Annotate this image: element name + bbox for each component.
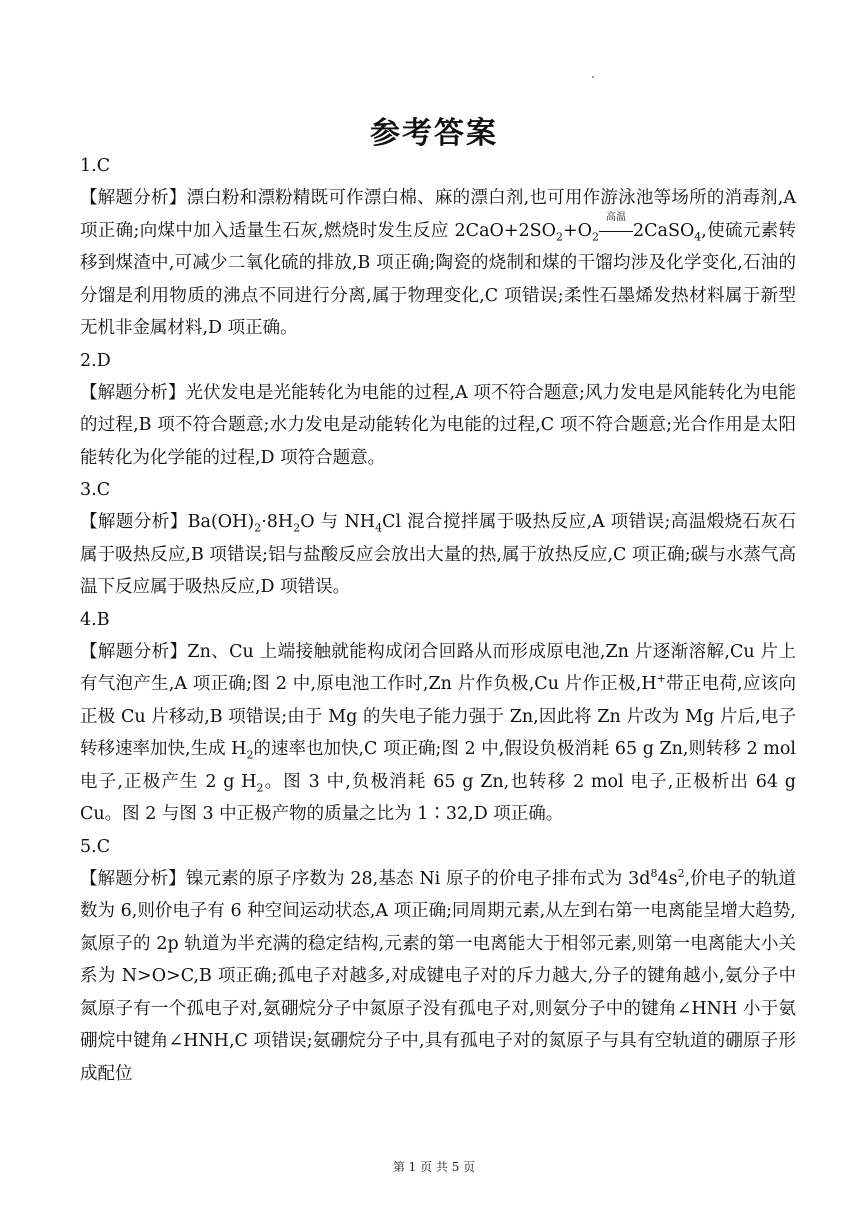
analysis-tag: 【解题分析】 — [80, 382, 186, 403]
answer-list — [80, 150, 796, 1090]
answer-explanation: 【解题分析】镍元素的原子序数为 28,基态 Ni 原子的价电子排布式为 $3d^84s^2$,价电子的轨道数为 6,则价电子有 6 种空间运动状态,A 项正确;同周期元素,从左到右第一电离能呈增大趋势,氮原子的 2p 轨道为半充满的稳定结构,元素的第一电离能大于相邻元素,则第一电离能大小关系为 N>O>C,B 项正确;孤电子对越多,对成键电子对的斥力越大,分子的键角越小,氨分子中氮原子有一个孤电子对,氨硼烷分子中氮原子没有孤电子对,则氨分子中的键角∠HNH 小于氨硼烷中键角∠HNH,C 项错误;氨硼烷分子中,具有孤电子对的氮原子与具有空轨道的硼原子形成配位 — [80, 866, 797, 1084]
answer-number: 5.C — [80, 836, 111, 857]
answer-explanation: 【解题分析】光伏发电是光能转化为电能的过程,A 项不符合题意;风力发电是风能转化为电能的过程,B 项不符合题意;水力发电是动能转化为电能的过程,C 项不符合题意;光合作用是太阳能转化为化学能的过程,D 项符合题意。 — [80, 382, 796, 468]
scan-dot — [592, 76, 594, 78]
answer-number: 2.D — [80, 350, 111, 371]
analysis-tag: 【解题分析】 — [80, 188, 187, 208]
analysis-tag: 【解题分析】 — [80, 868, 186, 889]
answer-explanation: 【解题分析】漂白粉和漂粉精既可作漂白棉、麻的漂白剂,也可用作游泳池等场所的消毒剂,A 项正确;向煤中加入适量生石灰,燃烧时发生反应 $2CaO+2SO_2+O_2$ 高温 2CaSO$_4$,使硫元素转移到煤渣中,可减少二氧化硫的排放,B 项正确;陶瓷的烧制和煤的干馏均涉及化学变化,石油的分馏是利用物质的沸点不同进行分离,属于物理变化,C 项错误;柔性石墨烯发热材料属于新型无机非金属材料,D 项正确。 — [80, 188, 797, 338]
reaction-condition-arrow: 高温 — [599, 225, 633, 237]
answer-number: 3.C — [80, 480, 111, 500]
answer-explanation: 【解题分析】Zn、Cu 上端接触就能构成闭合回路从而形成原电池,Zn 片逐渐溶解,Cu 片上有气泡产生,A 项正确;图 2 中,原电池工作时,Zn 片作负极,Cu 片作正极,H+带正电荷,应该向正极 Cu 片移动,B 项错误;由于 Mg 的失电子能力强于 Zn,因此将 Zn 片改为 Mg 片后,电子转移速率加快,生成 $H_2$的速率也加快,C 项正确;图 2 中,假设负极消耗 65 g Zn,则转移 2 mol 电子,正极产生 2 g $H_2$。图 3 中,负极消耗 65 g Zn,也转移 2 mol 电子,正极析出 64 g Cu。图 2 与图 3 中正极产物的质量之比为 1∶32,D 项正确。 — [80, 641, 797, 824]
answer-number: 4.B — [80, 609, 110, 630]
answer-explanation: 【解题分析】$Ba(OH)_2\cdot 8H_2O$ 与 $NH_4Cl$ 混合搅拌属于吸热反应,A 项错误;高温煅烧石灰石属于吸热反应,B 项错误;铝与盐酸反应会放出大量的热,属于放热反应,C 项正确;碳与水蒸气高温下反应属于吸热反应,D 项错误。 — [80, 512, 796, 597]
answer-number: 1.C — [80, 156, 111, 176]
analysis-tag: 【解题分析】 — [80, 641, 188, 662]
page-footer: 第 1 页 共 5 页 — [392, 1160, 476, 1174]
page-title: 参考答案 — [370, 116, 498, 151]
analysis-tag: 【解题分析】 — [80, 512, 188, 532]
